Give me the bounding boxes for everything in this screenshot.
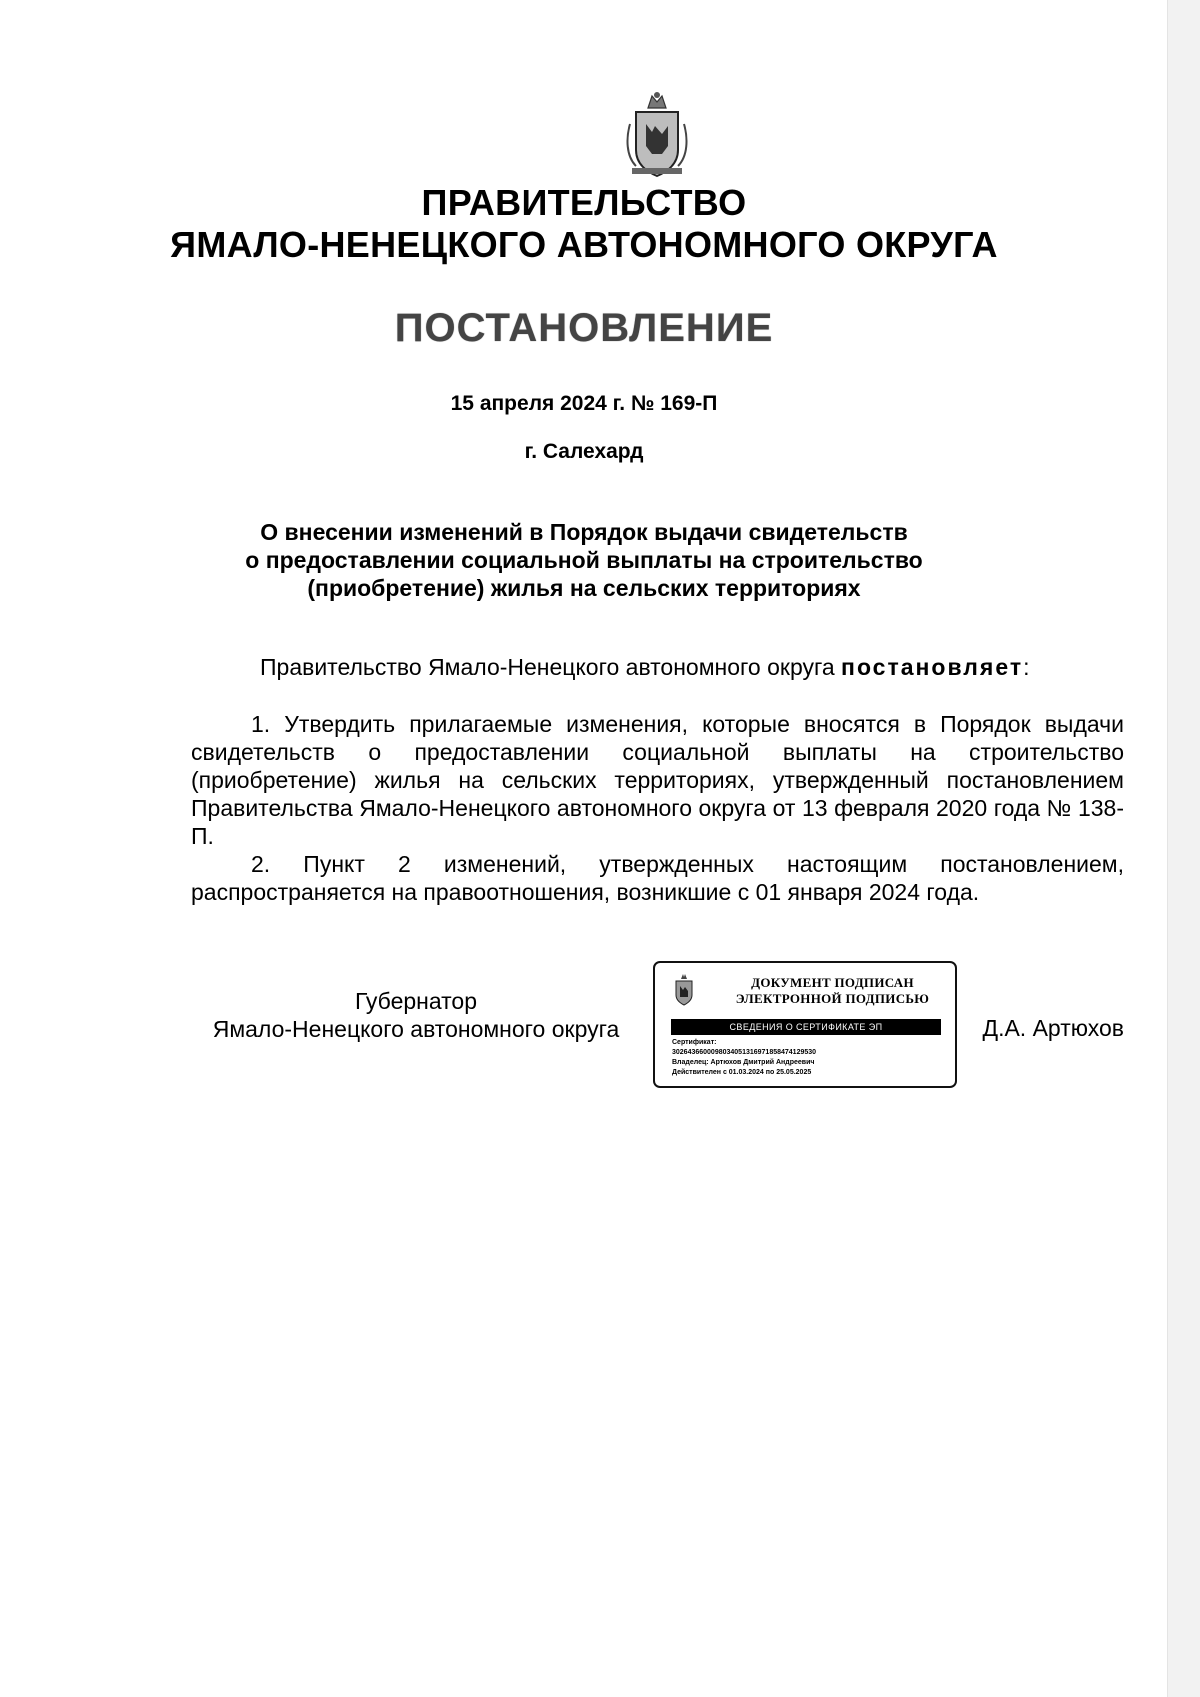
stamp-cert-label: Сертификат: [672, 1039, 717, 1046]
subject-line: (приобретение) жилья на сельских территориях [307, 575, 861, 601]
coat-of-arms-icon [622, 88, 692, 180]
signatory-title [191, 987, 641, 1043]
electronic-signature-stamp [653, 961, 957, 1088]
preamble-colon: : [1023, 654, 1030, 680]
stamp-cert-value: 3026436600098034051316971858474129530 [672, 1049, 817, 1056]
signatory-title-line1: Губернатор [354, 988, 478, 1014]
document-date-number: 15 апреля 2024 г. № 169-П [450, 392, 718, 415]
document-city: г. Салехард [524, 440, 644, 463]
item-2: 2. Пункт 2 изменений, утвержденных настоящим постановлением, распространяется на правоотношения, возникшие с 01 января 2024 года. [191, 851, 1124, 905]
subject-line: о предоставлении социальной выплаты на строительство [245, 547, 923, 573]
government-title [0, 182, 1168, 266]
stamp-owner: Владелец: Артюхов Дмитрий Андреевич [672, 1059, 815, 1066]
stamp-certificate-bar: СВЕДЕНИЯ О СЕРТИФИКАТЕ ЭП [671, 1019, 941, 1035]
stamp-details [672, 1038, 816, 1078]
preamble-text: Правительство Ямало-Ненецкого автономного округа [260, 654, 835, 680]
stamp-heading-line1: ДОКУМЕНТ ПОДПИСАН [751, 975, 914, 990]
page-edge [1167, 0, 1200, 1697]
stamp-emblem-icon [671, 973, 697, 1007]
government-title-line1: ПРАВИТЕЛЬСТВО [421, 182, 747, 223]
signatory-title-line2: Ямало-Ненецкого автономного округа [212, 1016, 620, 1042]
signatory-name: Д.А. Артюхов [982, 1015, 1124, 1041]
document-body [191, 710, 1124, 906]
preamble [260, 654, 1029, 681]
government-title-line2: ЯМАЛО-НЕНЕЦКОГО АВТОНОМНОГО ОКРУГА [170, 224, 998, 265]
stamp-heading [715, 975, 950, 1007]
document-subject [0, 518, 1168, 602]
item-1: 1. Утвердить прилагаемые изменения, которые вносятся в Порядок выдачи свидетельств о предоставлении социальной выплаты на строительство (приобретение) жилья на сельских территориях, утвержденный постановлением Правительства Ямало-Ненецкого автономного округа от 13 февраля 2020 года № 138-П. [191, 711, 1124, 849]
stamp-heading-line2: ЭЛЕКТРОННОЙ ПОДПИСЬЮ [735, 991, 930, 1006]
preamble-keyword: постановляет [841, 654, 1024, 680]
document-type: ПОСТАНОВЛЕНИЕ [394, 306, 774, 350]
subject-line: О внесении изменений в Порядок выдачи свидетельств [260, 519, 908, 545]
stamp-validity: Действителен с 01.03.2024 по 25.05.2025 [672, 1069, 812, 1076]
